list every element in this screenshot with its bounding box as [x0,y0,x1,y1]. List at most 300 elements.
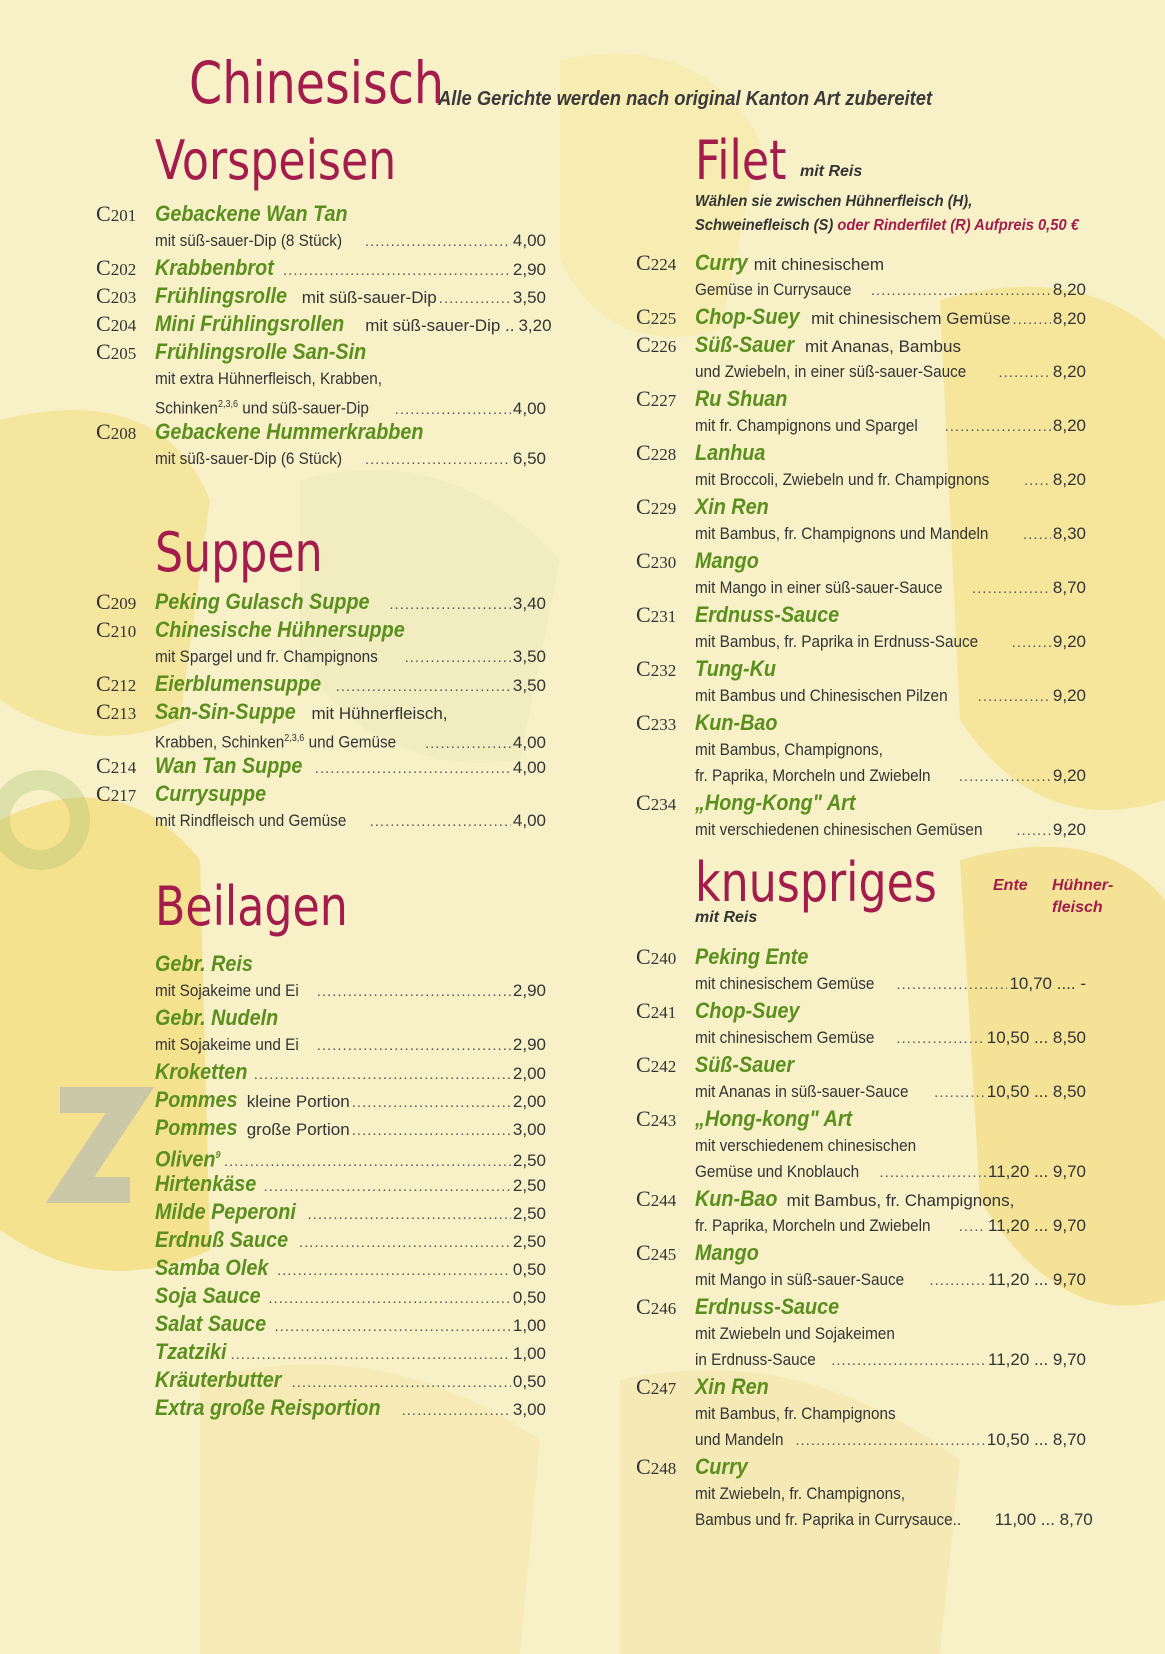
dot-leader [352,1090,511,1116]
item-price: 10,50 ... 8,50 [986,1082,1086,1101]
dot-leader [317,1034,511,1058]
filet-list [636,250,1086,844]
item-code: C209 [96,589,137,614]
section-heading-knuspriges: knuspriges [695,851,937,914]
suppen-list [96,589,546,835]
item-name: Gebr. Nudeln [155,1005,279,1030]
dot-leader [929,1269,986,1293]
item-name-line [155,951,546,977]
beilagen-menu-item [96,1005,546,1059]
item-name: Frühlingsrolle San-Sin [155,339,367,364]
item-name-line [695,710,1086,736]
item-price: 4,00 [512,732,546,752]
vorspeisen-menu-item [96,419,546,473]
item-description-line [695,1026,1086,1050]
item-inline-description: kleine Portion [246,1092,350,1111]
item-inline-description: mit chinesischem Gemüse [811,309,1011,328]
item-price: 2,90 [512,981,546,1000]
item-code: C241 [636,998,677,1023]
dot-leader [315,756,511,782]
dot-leader [264,1174,511,1200]
beilagen-menu-item [96,1395,546,1423]
item-description-line [155,809,546,833]
item-price: 3,20 [518,316,552,335]
item-code: C242 [636,1052,677,1077]
item-name-line [695,656,1086,682]
vorspeisen-menu-item [96,255,546,283]
item-description-line [695,738,1086,762]
item-name: Erdnuss-Sauce [695,1294,840,1319]
item-name-line [155,617,546,643]
item-name: Tung-Ku [695,656,777,681]
dot-leader [307,1202,510,1228]
item-price: 11,00 ... 8,70 [994,1510,1093,1529]
item-name-line [695,386,1086,412]
suppen-menu-item [96,781,546,835]
item-description: in Erdnuss-Sauce [695,1350,816,1369]
item-price: 6,50 [512,449,546,468]
item-description-line [155,393,546,417]
item-name-line [695,304,1086,333]
item-description-line [155,727,546,751]
filet-menu-item [636,332,1086,386]
item-name-line [155,671,546,700]
item-price: 4,00 [512,398,546,418]
knuspriges-menu-item [636,1106,1086,1186]
vorspeisen-menu-item [96,201,546,255]
filet-menu-item [636,494,1086,548]
item-description: mit extra Hühnerfleisch, Krabben, [155,369,383,388]
item-description-line [695,278,1086,302]
filet-info-meat: Schweinefleisch (S) [695,217,834,234]
item-description: Schinken$^{2,3,6}$ und süß-sauer-Dip [155,398,369,418]
item-name: Wan Tan Suppe [155,753,303,778]
item-price: 8,20 [1052,362,1086,381]
item-description-line [695,764,1086,788]
item-code: C229 [636,494,677,519]
item-price: 9,20 [1052,632,1086,651]
item-name-line [155,1367,546,1396]
dot-leader [405,646,511,670]
item-price: 2,90 [512,1035,546,1054]
item-name: Ru Shuan [695,386,788,411]
item-price: 8,20 [1052,470,1086,489]
dot-leader [1024,469,1051,493]
item-description: mit Bambus, Champignons, [695,740,883,759]
item-code: C227 [636,386,677,411]
item-name-line [155,1087,546,1116]
item-description-line [695,1214,1086,1238]
item-description: und Zwiebeln, in einer süß-sauer-Sauce [695,362,967,381]
item-price: 2,90 [512,260,546,279]
section-heading-beilagen: Beilagen [155,875,348,938]
item-price: 2,50 [512,1176,546,1195]
item-code: C224 [636,250,677,275]
item-name-line [155,1171,546,1200]
item-price: 2,00 [512,1064,546,1083]
dot-leader [370,810,511,834]
item-code: C246 [636,1294,677,1319]
filet-info-line-2 [695,214,1079,238]
beilagen-menu-item [96,1311,546,1339]
knuspriges-menu-item [636,944,1086,998]
item-name-line [695,998,1086,1024]
item-code: C234 [636,790,677,815]
item-name: Eierblumensuppe [155,671,322,696]
beilagen-menu-item [96,1367,546,1395]
item-price: 9,20 [1052,686,1086,705]
item-price: 9,20 [1052,820,1086,839]
item-description-line [695,1348,1086,1372]
suppen-menu-item [96,699,546,753]
beilagen-menu-item [96,1255,546,1283]
dot-leader [299,1230,511,1256]
column-head-huehnerfleisch-line-1: Hühner- [1052,877,1114,894]
knuspriges-menu-item [636,1186,1086,1240]
dot-leader [352,1118,511,1144]
item-name: Mango [695,1240,759,1265]
item-name-line [155,419,546,445]
item-price: 8,20 [1052,309,1086,328]
item-description-line [695,576,1086,600]
item-name: Currysuppe [155,781,267,806]
item-name-line [155,1255,546,1284]
dot-leader [389,592,511,618]
item-name: Kun-Bao [695,710,778,735]
item-description-line [695,1268,1086,1292]
item-description-line [695,1080,1086,1104]
item-name-line [695,1454,1086,1480]
item-name-line [695,494,1086,520]
item-name: Krabbenbrot [155,255,274,280]
item-description: und Mandeln [695,1430,784,1449]
item-price: 8,20 [1052,280,1086,299]
item-code: C214 [96,753,137,778]
filet-menu-item [636,790,1086,844]
filet-menu-item [636,386,1086,440]
item-name: Tzatziki [155,1339,227,1364]
item-price: 4,00 [512,758,546,777]
item-name: Peking Gulasch Suppe [155,589,370,614]
item-code: C228 [636,440,677,465]
item-name-line [155,1115,546,1144]
filet-menu-item [636,440,1086,494]
item-name: Erdnuß Sauce [155,1227,289,1252]
page-title: Chinesisch [189,49,445,117]
item-name-line [155,589,546,618]
item-price: 11,20 ... 9,70 [988,1162,1086,1181]
item-name: Lanhua [695,440,766,465]
vorspeisen-menu-item [96,339,546,419]
beilagen-menu-item [96,1283,546,1311]
dot-leader [934,1081,985,1105]
column-head-huehnerfleisch-line-2: fleisch [1052,899,1103,916]
item-price: 3,50 [512,676,546,695]
item-name-line [695,1052,1086,1078]
item-description-line [695,1160,1086,1184]
item-price: 3,50 [512,647,546,666]
item-name-line [155,201,546,227]
item-price: 0,50 [512,1372,546,1391]
page-subtitle: Alle Gerichte werden nach original Kanton Art zubereitet [438,88,933,110]
item-name-line [155,1227,546,1256]
item-name: Peking Ente [695,944,809,969]
dot-leader [292,1370,511,1396]
item-price: 9,20 [1052,766,1086,785]
item-description-line [695,1402,1086,1426]
item-inline-description: große Portion [246,1120,350,1139]
filet-menu-item [636,656,1086,710]
item-description-line [695,522,1086,546]
item-name-line [155,1059,546,1088]
beilagen-menu-item [96,1143,546,1171]
item-description: mit verschiedenem chinesischen [695,1136,917,1155]
dot-leader [896,973,1007,997]
item-code: C233 [636,710,677,735]
item-name: Chop-Suey [695,998,800,1023]
item-description: mit Spargel und fr. Champignons [155,647,378,666]
item-price: 4,00 [512,231,546,250]
beilagen-menu-item [96,1227,546,1255]
beilagen-menu-item [96,1171,546,1199]
dot-leader [998,361,1050,385]
item-code: C225 [636,304,677,329]
item-code: C231 [636,602,677,627]
item-description-line [155,645,546,669]
item-name-line [695,790,1086,816]
item-inline-description: mit chinesischem [753,255,885,274]
item-name-line [695,440,1086,466]
item-code: C203 [96,283,137,308]
item-description-line [695,414,1086,438]
filet-menu-item [636,250,1086,304]
item-price: 3,00 [512,1120,546,1139]
item-description: Krabben, Schinken$^{2,3,6}$ und Gemüse [155,732,397,752]
item-price: 10,70 .... - [1009,974,1086,993]
dot-leader [277,1258,511,1284]
item-name-line [155,1311,546,1340]
item-name-line [155,311,552,340]
filet-menu-item [636,304,1086,332]
dot-leader [317,980,511,1004]
knuspriges-menu-item [636,1374,1086,1454]
item-name-line [155,1339,546,1368]
item-name: Milde Peperoni [155,1199,296,1224]
item-name: „Hong-Kong" Art [695,790,856,815]
item-description: mit Bambus, fr. Paprika in Erdnuss-Sauce [695,632,979,651]
item-inline-description: mit süß-sauer-Dip [301,288,437,307]
item-description: mit verschiedenen chinesischen Gemüsen [695,820,983,839]
item-code: C245 [636,1240,677,1265]
item-name: Chop-Suey [695,304,800,329]
item-description: mit Broccoli, Zwiebeln und fr. Champignons [695,470,990,489]
section-heading-suppen: Suppen [155,521,323,584]
item-name: Kräuterbutter [155,1367,282,1392]
item-name-line [695,548,1086,574]
item-description: mit Sojakeime und Ei [155,981,299,1000]
item-price: 3,40 [512,594,546,613]
item-price: 0,50 [512,1260,546,1279]
knuspriges-note: mit Reis [695,909,758,926]
beilagen-menu-item [96,1059,546,1087]
dot-leader [336,674,511,700]
item-price: 2,50 [512,1204,546,1223]
item-description: mit Bambus und Chinesischen Pilzen [695,686,948,705]
item-name: Pommes [155,1115,238,1140]
column-head-huehnerfleisch [1052,875,1113,919]
item-code: C247 [636,1374,677,1399]
item-name: Extra große Reisportion [155,1395,381,1420]
suppen-menu-item [96,589,546,617]
item-inline-description: mit Ananas, Bambus [805,337,961,356]
item-price: 1,00 [512,1316,546,1335]
item-name: Chinesische Hühnersuppe [155,617,405,642]
dot-leader [795,1429,984,1453]
dot-leader [268,1286,511,1312]
item-inline-description: mit Hühnerfleisch, [311,704,448,723]
item-code: C212 [96,671,137,696]
item-price: 11,20 ... 9,70 [988,1350,1086,1369]
item-code: C208 [96,419,137,444]
knuspriges-menu-item [636,1294,1086,1374]
item-name: Curry [695,1454,748,1479]
filet-menu-item [636,710,1086,790]
item-description: mit süß-sauer-Dip (8 Stück) [155,231,343,250]
item-description-line [695,1482,1086,1506]
item-name-line [695,332,1086,360]
item-name-line [695,1374,1086,1400]
knuspriges-menu-item [636,1240,1086,1294]
dot-leader [959,765,1051,789]
item-name-line [155,255,546,284]
filet-note: mit Reis [800,163,863,180]
item-name-line [155,283,546,312]
item-description-line [155,979,546,1003]
dot-leader [831,1349,986,1373]
dot-leader [402,1398,511,1424]
item-name: Süß-Sauer [695,1052,795,1077]
item-description: mit Bambus, fr. Champignons und Mandeln [695,524,989,543]
item-description: mit Mango in einer süß-sauer-Sauce [695,578,943,597]
item-name: Kroketten [155,1059,248,1084]
dot-leader [365,230,511,254]
item-description: mit Zwiebeln und Sojakeimen [695,1324,895,1343]
vorspeisen-menu-item [96,311,552,339]
item-code: C202 [96,255,137,280]
item-price: 8,70 [1052,578,1086,597]
dot-leader [1012,631,1051,655]
item-name-line [695,1186,1086,1214]
item-name-line [155,339,546,365]
item-code: C230 [636,548,677,573]
item-price: 2,50 [512,1232,546,1251]
suppen-menu-item [96,671,546,699]
item-name: Mini Frühlingsrollen [155,311,345,336]
beilagen-menu-item [96,1115,546,1143]
item-description-line [155,447,546,471]
item-description-line [155,1033,546,1057]
item-price: 10,50 ... 8,70 [986,1430,1086,1449]
beilagen-menu-item [96,1339,546,1367]
dot-leader [254,1062,511,1088]
dot-leader [879,1161,986,1185]
item-name-line [155,781,546,807]
item-code: C213 [96,699,137,724]
section-heading-vorspeisen: Vorspeisen [155,129,397,192]
item-description-line [695,1134,1086,1158]
item-description: mit Zwiebeln, fr. Champignons, [695,1484,906,1503]
item-description-line [695,684,1086,708]
section-heading-filet: Filet [695,129,787,192]
item-name-line [695,1294,1086,1320]
filet-info-line-1: Wählen sie zwischen Hühnerfleisch (H), [695,193,973,210]
dot-leader [1023,523,1051,547]
item-description: mit Ananas in süß-sauer-Sauce [695,1082,909,1101]
dot-leader [1016,819,1051,843]
item-description: mit Sojakeime und Ei [155,1035,299,1054]
item-name: Frühlingsrolle [155,283,288,308]
item-inline-description: mit Bambus, fr. Champignons, [786,1191,1015,1210]
knuspriges-menu-item [636,998,1086,1052]
item-code: C240 [636,944,677,969]
dot-leader [945,415,1051,439]
item-name: Hirtenkäse [155,1171,257,1196]
item-name: Erdnuss-Sauce [695,602,840,627]
item-price: 3,50 [512,288,546,307]
item-description: Gemüse und Knoblauch [695,1162,860,1181]
item-code: C210 [96,617,137,642]
item-price: 2,50 [512,1151,546,1171]
dot-leader [1012,307,1050,333]
filet-info-surcharge: oder Rinderfilet (R) Aufpreis 0,50 € [837,217,1079,234]
item-name: Xin Ren [695,1374,769,1399]
column-head-ente: Ente [993,877,1028,894]
item-description-line [695,1428,1086,1452]
dot-leader [439,286,511,312]
item-description: fr. Paprika, Morcheln und Zwiebeln [695,766,931,785]
item-description-line [155,229,546,253]
item-description-line [695,818,1086,842]
item-description: mit fr. Champignons und Spargel [695,416,918,435]
beilagen-menu-item [96,1087,546,1115]
item-description-line [695,360,1086,384]
dot-leader [230,1342,510,1368]
item-code: C217 [96,781,137,806]
beilagen-list [96,951,546,1423]
item-price: 0,50 [512,1288,546,1307]
item-name-line [695,1106,1086,1132]
dot-leader [275,1314,511,1340]
item-code: C243 [636,1106,677,1131]
item-price: 10,50 ... 8,50 [986,1028,1086,1047]
item-name: Süß-Sauer [695,332,795,357]
filet-menu-item [636,548,1086,602]
item-name: Salat Sauce [155,1311,267,1336]
item-code: C205 [96,339,137,364]
dot-leader [978,685,1051,709]
item-name: San-Sin-Suppe [155,699,296,724]
item-code: C244 [636,1186,677,1211]
item-name: Xin Ren [695,494,769,519]
item-description: mit chinesischem Gemüse [695,974,875,993]
vorspeisen-menu-item [96,283,546,311]
item-name-line [155,753,546,782]
item-description-line [155,367,546,391]
item-name: Pommes [155,1087,238,1112]
item-name-line [155,1283,546,1312]
item-description: mit Bambus, fr. Champignons [695,1404,896,1423]
beilagen-menu-item [96,951,546,1005]
